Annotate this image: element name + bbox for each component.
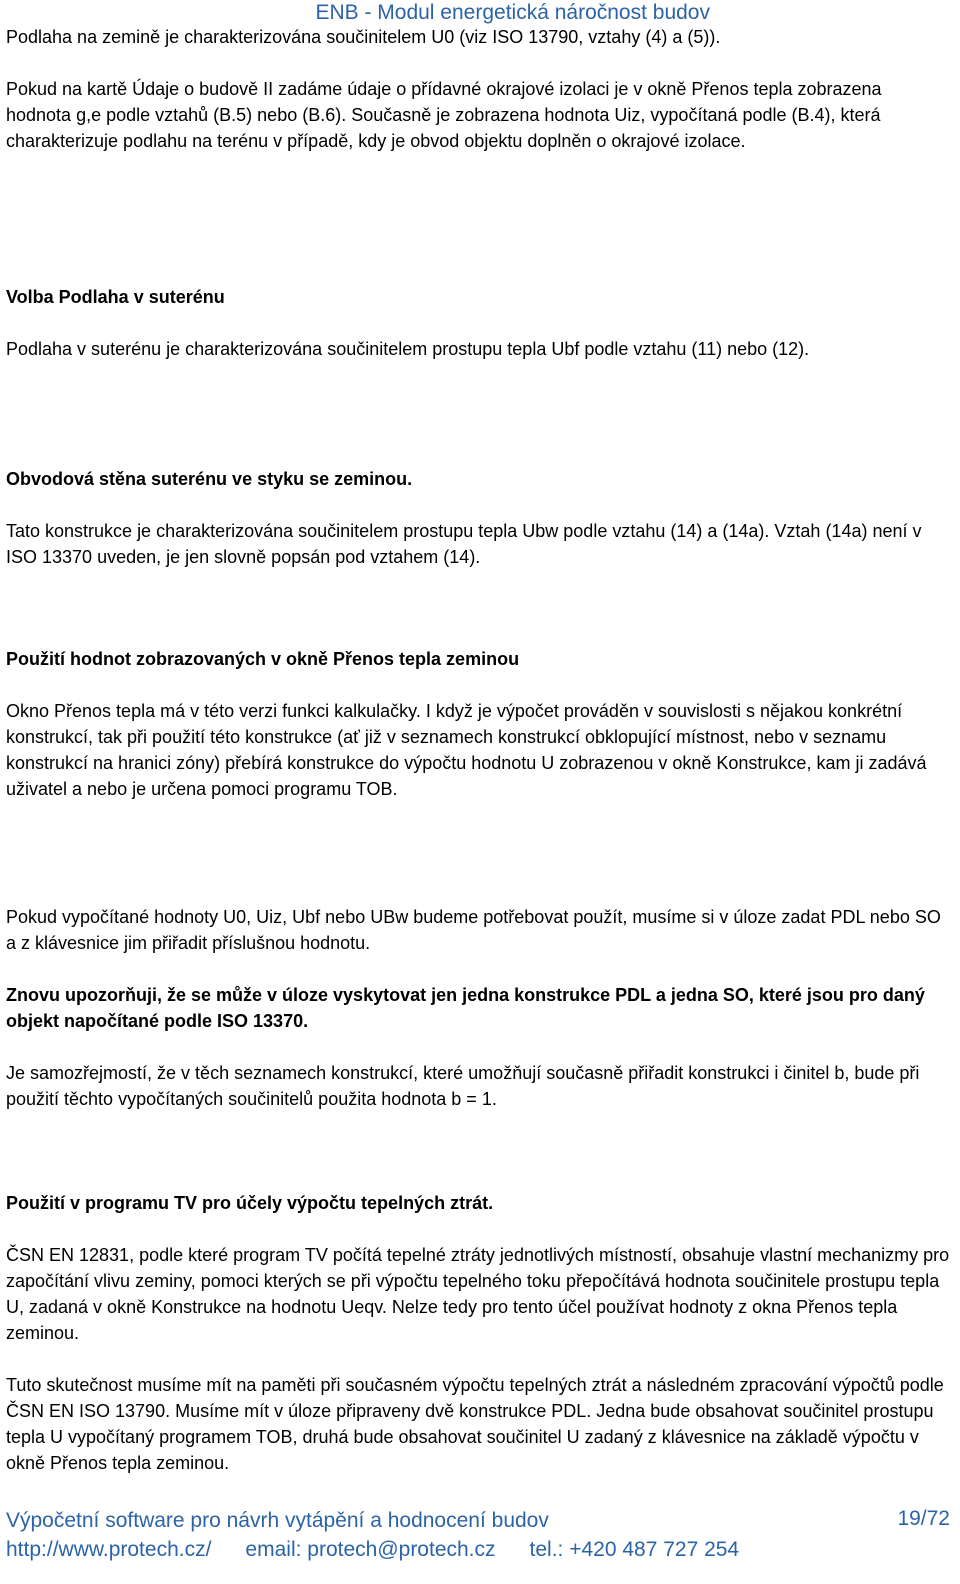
paragraph-factor-b: Je samozřejmostí, že v těch seznamech konstrukcí, které umožňují současně přiřadit konstrukci i činitel b, bude při použití těchto vypočítaných součinitelů použita hodnota b = 1. (6, 1063, 920, 1109)
paragraph-two-pdl: Tuto skutečnost musíme mít na paměti při současném výpočtu tepelných ztrát a následném zpracování výpočtů podle ČSN EN ISO 13790. Musíme mít v úloze připraveny dvě konstrukce PDL. Jedna bude obsahovat součinitel prostupu tepla U vypočítaný programem TOB, druhá bude obsahovat součinitel U zadaný z klávesnice na základě výpočtu v okně Přenos tepla zeminou. (6, 1375, 944, 1473)
heading-basement-floor: Volba Podlaha v suterénu (6, 287, 225, 307)
paragraph-warning: Znovu upozorňuji, že se může v úloze vyskytovat jen jedna konstrukce PDL a jedna SO, které jsou pro daný objekt napočítané podle ISO 13370. (6, 985, 925, 1031)
page-number: 19/72 (897, 1507, 950, 1530)
paragraph-calculator: Okno Přenos tepla má v této verzi funkci kalkulačky. I když je výpočet prováděn v souvislosti s nějakou konkrétní konstrukcí, tak při použití této konstrukce (ať již v seznamech konstrukcí obklopující místnost, nebo v seznamu konstrukcí na hranici zóny) přebírá konstrukce do výpočtu hodnotu U zobrazenou v okně Konstrukce, kam ji zadává uživatel a nebo je určena pomoci programu TOB. (6, 701, 927, 799)
footer-phone: tel.: +420 487 727 254 (529, 1538, 740, 1561)
heading-tv-program: Použití v programu TV pro účely výpočtu tepelných ztrát. (6, 1193, 494, 1213)
paragraph-basement-floor: Podlaha v suterénu je charakterizována součinitelem prostupu tepla Ubf podle vztahu (11) nebo (12). (6, 339, 810, 359)
running-header: ENB - Modul energetická náročnost budov (315, 1, 710, 24)
footer-contacts (6, 1538, 773, 1562)
paragraph-use-values: Pokud vypočítané hodnoty U0, Uiz, Ubf nebo UBw budeme potřebovat použít, musíme si v úloze zadat PDL nebo SO a z klávesnice jim přiřadit příslušnou hodnotu. (6, 907, 941, 953)
footer-url[interactable]: http://www.protech.cz/ (6, 1538, 212, 1561)
footer-email[interactable]: email: protech@protech.cz (245, 1538, 496, 1561)
paragraph-ground-floor: Podlaha na zemině je charakterizována součinitelem U0 (viz ISO 13790, vztahy (4) a (5)). (6, 27, 721, 47)
paragraph-basement-wall: Tato konstrukce je charakterizována součinitelem prostupu tepla Ubw podle vztahu (14) a (14a). Vztah (14a) není v ISO 13370 uveden, je jen slovně popsán pod vztahem (14). (6, 521, 922, 567)
heading-basement-wall: Obvodová stěna suterénu ve styku se zeminou. (6, 469, 413, 489)
paragraph-edge-insulation: Pokud na kartě Údaje o budově II zadáme údaje o přídavné okrajové izolaci je v okně Přenos tepla zobrazena hodnota g,e podle vztahů (B.5) nebo (B.6). Současně je zobrazena hodnota Uiz, vypočítaná podle (B.4), která charakterizuje podlahu na terénu v případě, kdy je obvod objektu doplněn o okrajové izolace. (6, 79, 882, 151)
footer-tagline: Výpočetní software pro návrh vytápění a hodnocení budov (6, 1509, 549, 1532)
paragraph-csn-en-12831: ČSN EN 12831, podle které program TV počítá tepelné ztráty jednotlivých místností, obsahuje vlastní mechanizmy pro započítání vlivu zeminy, pomoci kterých se při výpočtu tepelného toku přepočítává hodnota součinitele prostupu tepla U, zadaná v okně Konstrukce na hodnotu Ueqv. Nelze tedy pro tento účel používat hodnoty z okna Přenos tepla zeminou. (6, 1245, 950, 1343)
heading-ground-heat-window: Použití hodnot zobrazovaných v okně Přenos tepla zeminou (6, 649, 520, 669)
